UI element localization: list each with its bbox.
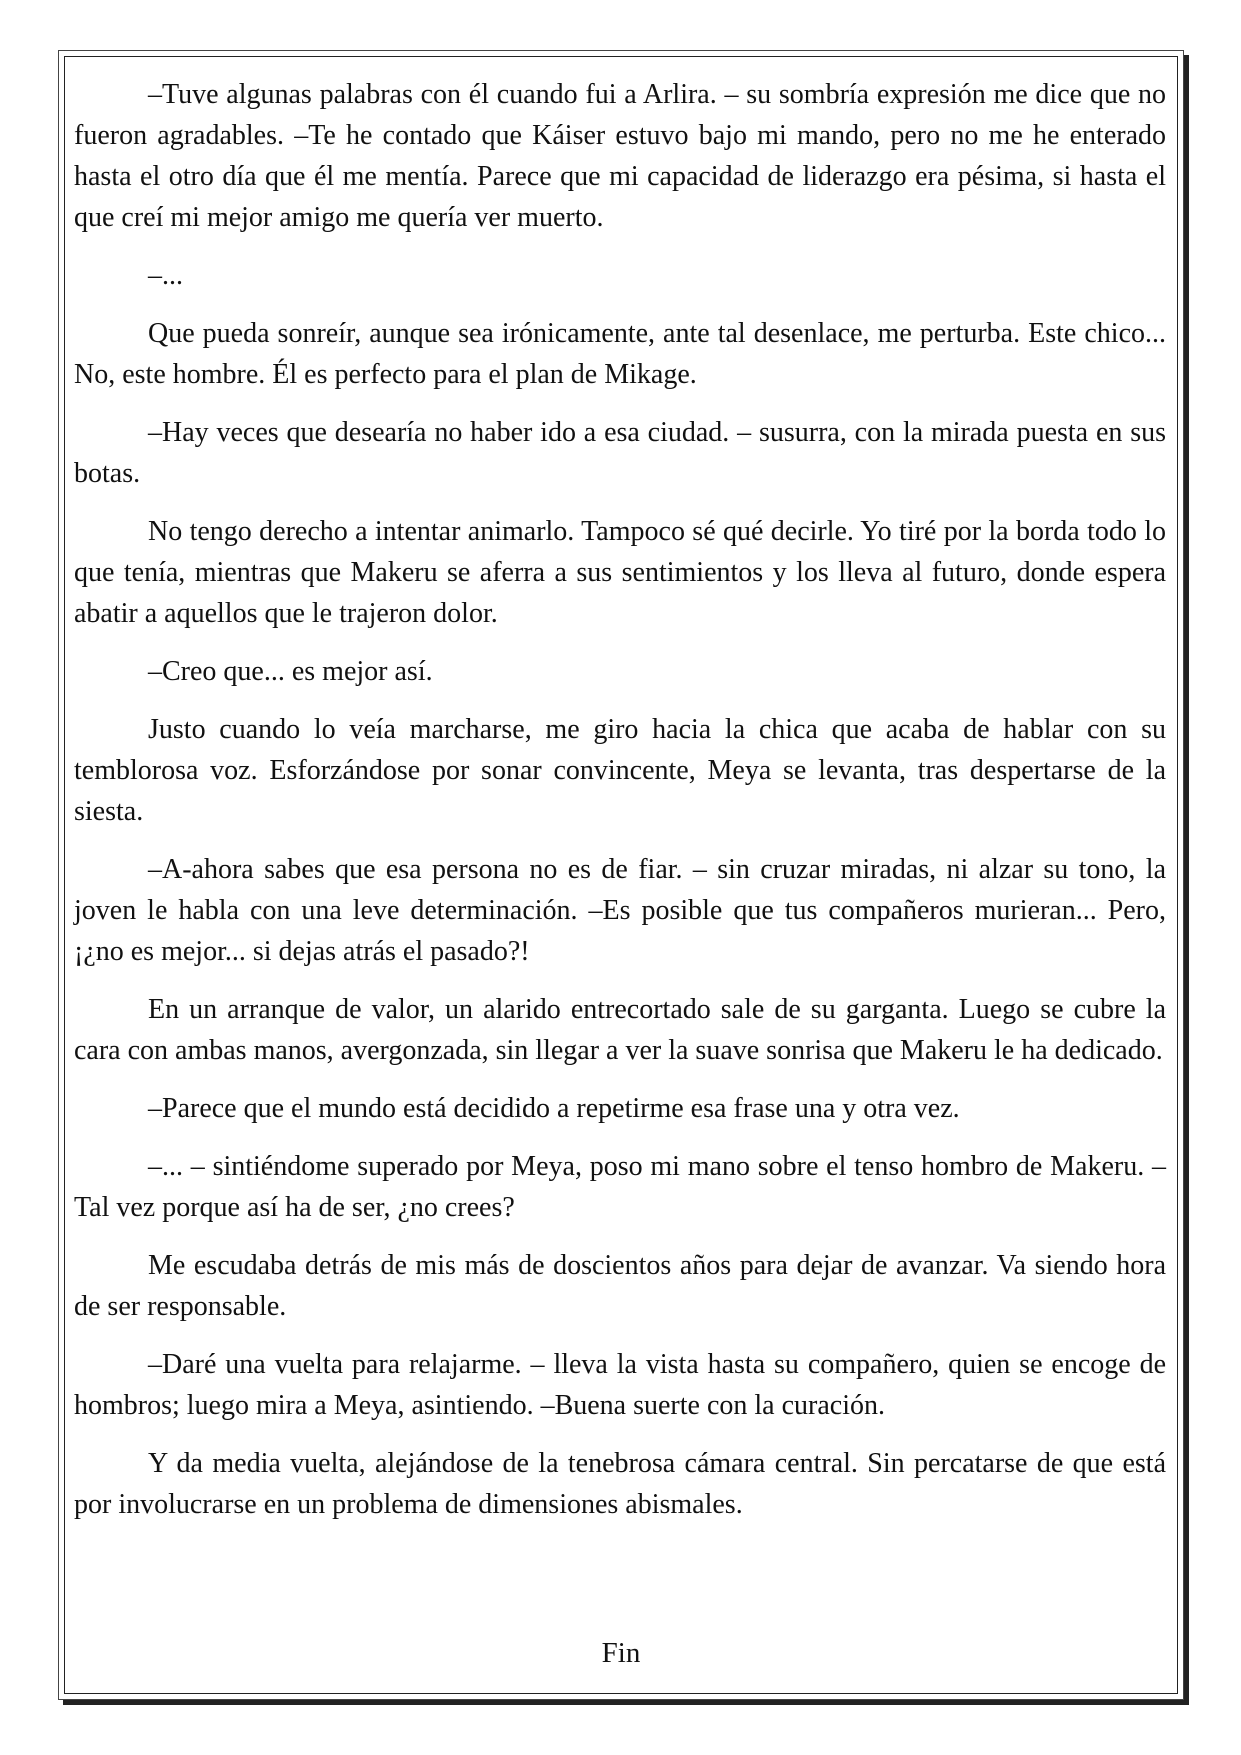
- paragraph-11: –... – sintiéndome superado por Meya, poso mi mano sobre el tenso hombro de Makeru. –Tal vez porque así ha de ser, ¿no crees?: [74, 1151, 1166, 1223]
- paragraph-9: En un arranque de valor, un alarido entrecortado sale de su garganta. Luego se cubre la cara con ambas manos, avergonzada, sin llegar a ver la suave sonrisa que Makeru le ha dedicado.: [74, 994, 1166, 1066]
- paragraph-4: –Hay veces que desearía no haber ido a esa ciudad. – susurra, con la mirada puesta en sus botas.: [74, 417, 1166, 489]
- paragraph-2: –...: [148, 260, 183, 291]
- paragraph-10: –Parece que el mundo está decidido a repetirme esa frase una y otra vez.: [148, 1093, 960, 1124]
- paragraph-3: Que pueda sonreír, aunque sea irónicamente, ante tal desenlace, me perturba. Este chico... No, este hombre. Él es perfecto para el plan de Mikage.: [74, 318, 1166, 390]
- paragraph-7: Justo cuando lo veía marcharse, me giro hacia la chica que acaba de hablar con su temblorosa voz. Esforzándose por sonar convincente, Meya se levanta, tras despertarse de la siesta.: [74, 714, 1166, 827]
- paragraph-8: –A-ahora sabes que esa persona no es de fiar. – sin cruzar miradas, ni alzar su tono, la joven le habla con una leve determinación. –Es posible que tus compañeros murieran... Pero, ¡¿no es mejor... si dejas atrás el pasado?!: [74, 854, 1166, 967]
- paragraph-5: No tengo derecho a intentar animarlo. Tampoco sé qué decirle. Yo tiré por la borda todo lo que tenía, mientras que Makeru se aferra a sus sentimientos y los lleva al futuro, donde espera abatir a aquellos que le trajeron dolor.: [74, 516, 1166, 629]
- paragraph-14: Y da media vuelta, alejándose de la tenebrosa cámara central. Sin percatarse de que está por involucrarse en un problema de dimensiones abismales.: [74, 1448, 1166, 1520]
- end-mark: Fin: [601, 1637, 641, 1669]
- paragraph-1: –Tuve algunas palabras con él cuando fui a Arlira. – su sombría expresión me dice que no fueron agradables. –Te he contado que Káiser estuvo bajo mi mando, pero no me he enterado hasta el otro día que él me mentía. Parece que mi capacidad de liderazgo era pésima, si hasta el que creí mi mejor amigo me quería ver muerto.: [74, 79, 1166, 233]
- paragraph-12: Me escudaba detrás de mis más de doscientos años para dejar de avanzar. Va siendo hora de ser responsable.: [74, 1250, 1166, 1322]
- paragraph-6: –Creo que... es mejor así.: [148, 656, 433, 687]
- paragraph-13: –Daré una vuelta para relajarme. – lleva la vista hasta su compañero, quien se encoge de hombros; luego mira a Meya, asintiendo. –Buena suerte con la curación.: [74, 1349, 1166, 1421]
- story-text: [74, 74, 1166, 1542]
